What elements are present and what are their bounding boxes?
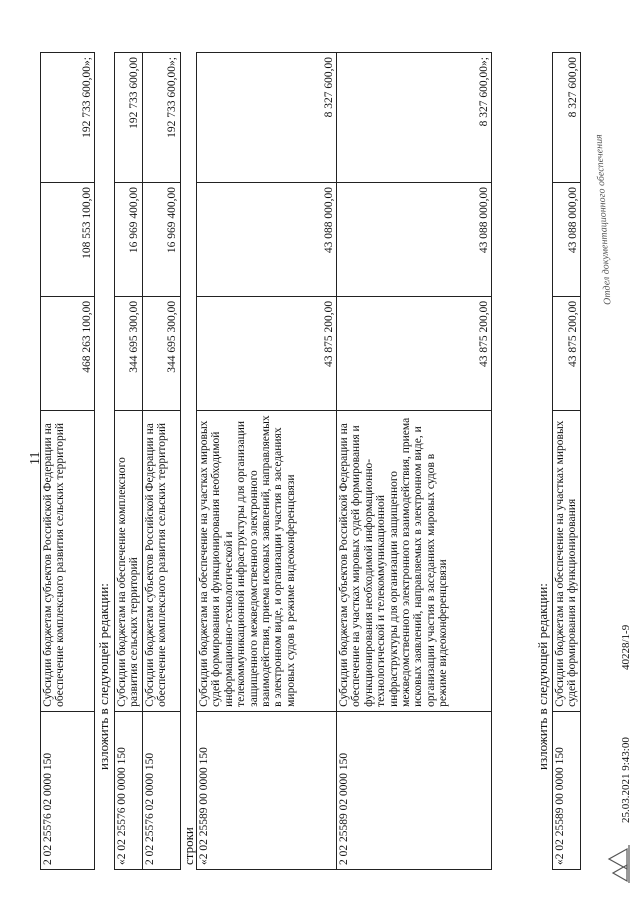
value-cell-1: 344 695 300,00 <box>142 296 180 410</box>
edit-instruction: изложить в следующей редакции: <box>535 583 550 770</box>
value-cell-3: 192 733 600,00»; <box>41 53 95 183</box>
budget-table <box>196 52 492 870</box>
table-row <box>197 53 337 870</box>
table-row <box>41 53 95 870</box>
value-cell-2: 43 088 000,00 <box>197 182 337 296</box>
budget-table <box>114 52 181 870</box>
value-cell-2: 43 088 000,00 <box>337 182 492 296</box>
table-block-3 <box>196 52 492 870</box>
code-cell: «2 02 25576 00 0000 150 <box>115 711 143 869</box>
value-cell-1: 43 875 200,00 <box>197 296 337 410</box>
value-cell-3: 192 733 600,00»; <box>142 53 180 183</box>
value-cell-3: 8 327 600,00»; <box>337 53 492 183</box>
organization-logo-icon <box>605 841 633 885</box>
value-cell-2: 43 088 000,00 <box>553 182 581 296</box>
value-cell-1: 43 875 200,00 <box>337 296 492 410</box>
table-block-2 <box>114 52 181 870</box>
name-cell: Субсидии бюджетам на обеспечение комплексного развития сельских территорий <box>115 410 143 711</box>
value-cell-1: 468 263 100,00 <box>41 296 95 410</box>
value-cell-2: 108 553 100,00 <box>41 182 95 296</box>
value-cell-1: 43 875 200,00 <box>553 296 581 410</box>
budget-table <box>40 52 95 870</box>
table-row <box>115 53 143 870</box>
value-cell-3: 192 733 600,00 <box>115 53 143 183</box>
name-cell: Субсидии бюджетам субъектов Российской Федерации на обеспечение на участках мировых судей формирования и функционирования необходимой информационно-технологической и телекоммуникационной инфраструктуры для организации защищенного межведомственного электронного взаимодействия, приема исковых заявлений, направляемых в электронном виде, и организации участия в заседаниях мировых судов в режиме видеоконференцсвязи <box>337 410 492 711</box>
value-cell-2: 16 969 400,00 <box>142 182 180 296</box>
edit-instruction: изложить в следующей редакции: <box>96 583 111 770</box>
value-cell-2: 16 969 400,00 <box>115 182 143 296</box>
table-row <box>142 53 180 870</box>
name-cell: Субсидии бюджетам на обеспечение на участках мировых судей формирования и функционирования <box>553 410 581 711</box>
name-cell: Субсидии бюджетам субъектов Российской Федерации на обеспечение комплексного развития сельских территорий <box>41 410 95 711</box>
code-cell: «2 02 25589 00 0000 150 <box>197 711 337 869</box>
name-cell: Субсидии бюджетам субъектов Российской Федерации на обеспечение комплексного развития сельских территорий <box>142 410 180 711</box>
code-cell: «2 02 25589 00 0000 150 <box>553 711 581 869</box>
name-cell: Субсидии бюджетам на обеспечение на участках мировых судей формирования и функционирования необходимой информационно-технологической и телекоммуникационной инфраструктуры для организации защищенного межведомственного электронного взаимодействия, приема исковых заявлений, направляемых в электронном виде, и организации участия в заседаниях мировых судов в режиме видеоконференцсвязи <box>197 410 337 711</box>
code-cell: 2 02 25576 02 0000 150 <box>41 711 95 869</box>
budget-table <box>552 52 581 870</box>
table-row <box>553 53 581 870</box>
rows-label: строки <box>181 827 196 865</box>
table-row <box>337 53 492 870</box>
value-cell-3: 8 327 600,00 <box>553 53 581 183</box>
page-number: 11 <box>28 451 43 465</box>
table-block-4 <box>552 52 581 870</box>
footer-datetime: 25.03.2021 9:43:00 <box>620 737 632 823</box>
table-block-1 <box>40 52 95 870</box>
code-cell: 2 02 25589 02 0000 150 <box>337 711 492 869</box>
code-cell: 2 02 25576 02 0000 150 <box>142 711 180 869</box>
value-cell-1: 344 695 300,00 <box>115 296 143 410</box>
department-stamp: Отдел документационного обеспечения <box>593 134 614 306</box>
value-cell-3: 8 327 600,00 <box>197 53 337 183</box>
footer-document-id: 40228/1-9 <box>620 624 632 670</box>
